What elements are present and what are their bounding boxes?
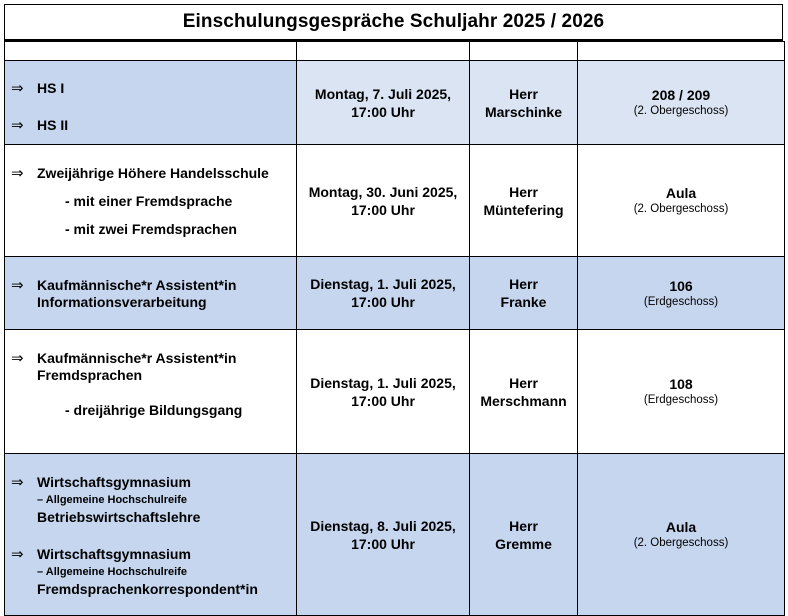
arrow-icon: ⇒ [11,474,24,491]
arrow-icon: ⇒ [11,165,24,182]
date-text: Dienstag, 1. Juli 2025, [310,276,456,292]
room-note: (Erdgeschoss) [643,295,719,308]
room-number: Aula [665,185,697,201]
arrow-icon: ⇒ [11,350,24,367]
program-label: Informationsverarbeitung [37,294,207,310]
program-label: Fremdsprachen [37,367,143,383]
room-number: 106 [669,277,693,294]
date-text: Dienstag, 1. Juli 2025, [310,374,456,391]
date-cell [297,454,470,616]
program-label: Kaufmännische*r Assistent*in [37,277,237,293]
table-row [5,145,785,257]
program-cell [5,257,297,330]
room-cell [578,454,785,616]
program-label: Wirtschaftsgymnasium [37,474,191,490]
program-cell [5,61,297,145]
person-name: Marschinke [484,103,563,120]
schedule-table [4,41,785,616]
time-text: 17:00 Uhr [351,294,415,310]
program-option: - mit zwei Fremdsprachen [65,221,237,237]
person-cell [470,257,578,330]
program-cell [5,454,297,616]
table-header-row [5,42,785,61]
person-title: Herr [509,183,538,200]
program-label: Wirtschaftsgymnasium [37,546,191,562]
program-label: Zweijährige Höhere Handelsschule [37,165,269,181]
table-row [5,330,785,454]
program-focus: Fremdsprachenkorrespondent*in [37,581,258,597]
program-note: – Allgemeine Hochschulreife [37,494,187,506]
person-title: Herr [509,517,538,534]
program-focus: Betriebswirtschaftslehre [37,509,201,525]
page-title: Einschulungsgespräche Schuljahr 2025 / 2026 [4,4,783,41]
person-name: Gremme [495,535,552,552]
room-note: (2. Obergeschoss) [633,537,729,549]
arrow-icon: ⇒ [11,80,24,97]
program-label: HS II [37,117,69,133]
program-cell [5,330,297,454]
program-note: – Allgemeine Hochschulreife [37,566,187,578]
person-cell [470,61,578,145]
person-name: Franke [500,294,547,310]
program-option: - dreijährige Bildungsgang [65,402,243,418]
person-cell [470,145,578,257]
person-cell [470,330,578,454]
person-cell [470,454,578,616]
arrow-icon: ⇒ [11,277,24,294]
header-cell [470,42,578,61]
room-cell [578,330,785,454]
header-cell [297,42,470,61]
date-text: Dienstag, 8. Juli 2025, [310,517,456,534]
person-name: Müntefering [483,201,564,218]
time-text: 17:00 Uhr [351,201,415,218]
date-text: Montag, 30. Juni 2025, [308,183,458,200]
room-note: (2. Obergeschoss) [633,105,729,117]
room-cell [578,61,785,145]
program-option: - mit einer Fremdsprache [65,193,233,209]
time-text: 17:00 Uhr [351,392,415,409]
person-name: Merschmann [480,392,567,409]
table-row [5,454,785,616]
table-row [5,61,785,145]
time-text: 17:00 Uhr [351,535,415,552]
person-title: Herr [509,85,538,102]
header-cell [578,42,785,61]
date-text: Montag, 7. Juli 2025, [314,85,452,102]
program-label: HS I [37,80,65,96]
arrow-icon: ⇒ [11,546,24,563]
room-note: (2. Obergeschoss) [633,203,729,215]
date-cell [297,61,470,145]
header-cell [5,42,297,61]
date-cell [297,330,470,454]
room-number: 208 / 209 [651,87,711,103]
date-cell [297,145,470,257]
person-title: Herr [509,276,538,292]
date-cell [297,257,470,330]
time-text: 17:00 Uhr [351,103,415,120]
arrow-icon: ⇒ [11,117,24,134]
person-title: Herr [509,374,538,391]
room-number: 108 [669,376,693,392]
program-label: Kaufmännische*r Assistent*in [37,350,237,366]
room-number: Aula [665,519,697,535]
program-cell [5,145,297,257]
room-cell [578,257,785,330]
table-row [5,257,785,330]
room-cell [578,145,785,257]
room-note: (Erdgeschoss) [643,394,719,406]
